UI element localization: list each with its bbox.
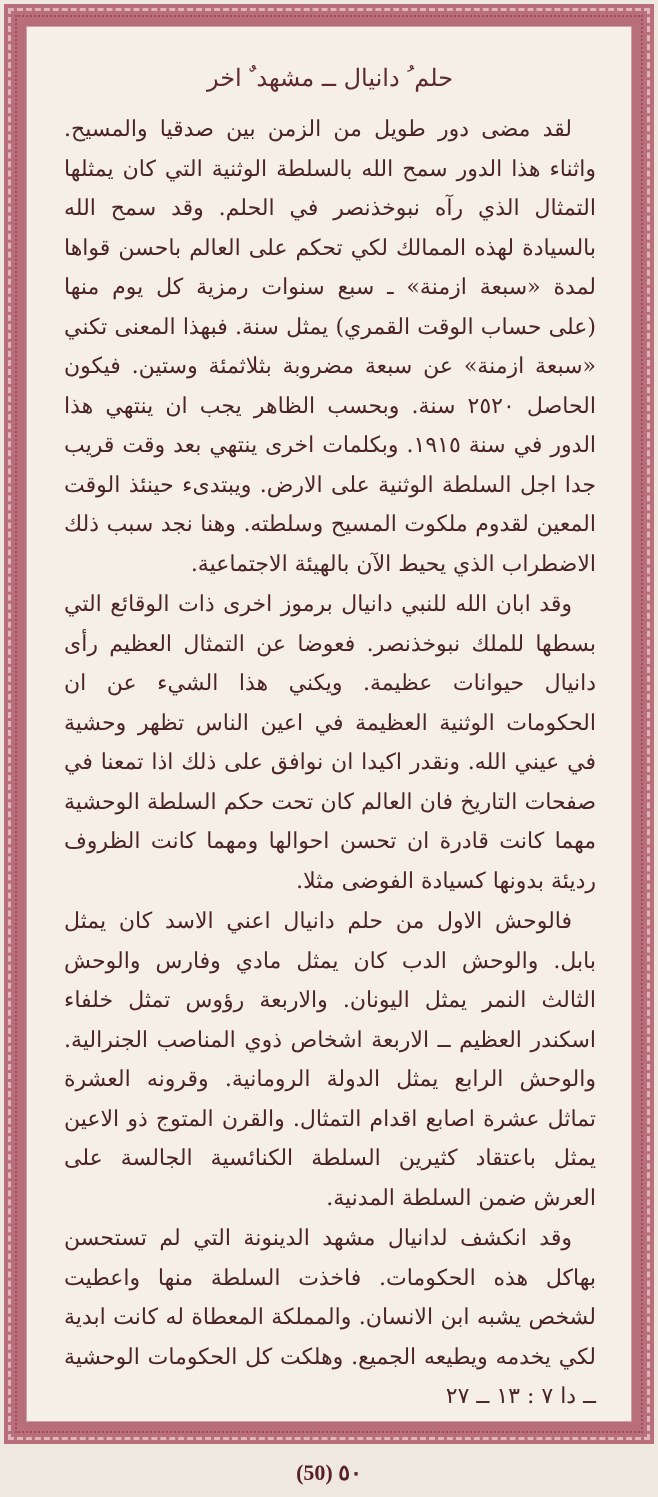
page-text-block	[64, 56, 597, 1409]
paragraph-2: وقد ابان الله للنبي دانيال برموز اخرى ذات الوقائع التي بسطها للملك نبوخذنصر. فعوضا عن التمثال العظيم رأى دانيال حيوانات عظيمة. ويكني هذا الشيء عن ان الحكومات الوثنية العظيمة في اعين الناس تظهر وحشية في عيني الله. ونقدر اكيدا ان نوافق على ذلك اذا تمعنا في صفحات التاريخ فان العالم كان تحت حكم السلطة الوحشية مهما كانت قادرة ان تحسن احوالها ومهما كانت الظروف رديئة بدونها كسيادة الفوضى مثلا.	[64, 592, 596, 894]
page-number: (50) ٥٠	[296, 1460, 362, 1485]
chapter-title: حلم ُ دانيال ــ مشهد ٌ اخر	[206, 64, 454, 92]
paragraph-4: وقد انكشف لدانيال مشهد الدينونة التي لم تستحسن بهاكل هذه الحكومات. فاخذت السلطة منها واعطيت لشخص يشبه ابن الانسان. والمملكة المعطاة له كانت ابدية لكي يخدمه ويطيعه الجميع. وهلكت كل الحكومات الوحشية ــ دا ٧ : ١٣ ــ ٢٧	[64, 1226, 596, 1409]
paragraph-1: لقد مضى دور طويل من الزمن بين صدقيا والمسيح. واثناء هذا الدور سمح الله بالسلطة الوثنية التي كان يمثلها التمثال الذي رآه نبوخذنصر في الحلم. وقد سمح الله بالسيادة لهذه الممالك لكي تحكم على العالم باحسن قواها لمدة «سبعة ازمنة» ـ سبع سنوات رمزية كل يوم منها (على حساب الوقت القمري) يمثل سنة. فبهذا المعنى تكني «سبعة ازمنة» عن سبعة مضروبة بثلاثمئة وستين. فيكون الحاصل ٢٥٢٠ سنة. وبحسب الظاهر يجب ان ينتهي هذا الدور في سنة ١٩١٥. وبكلمات اخرى ينتهي بعد وقت قريب جدا اجل السلطة الوثنية على الارض. ويبتدىء حينئذ الوقت المعين لقدوم ملكوت المسيح وسلطته. وهنا نجد سبب ذلك الاضطراب الذي يحيط الآن بالهيئة الاجتماعية.	[64, 117, 597, 577]
ornamental-border	[4, 4, 654, 1444]
paragraph-3: فالوحش الاول من حلم دانيال اعني الاسد كان يمثل بابل. والوحش الدب كان يمثل مادي وفارس والوحش الثالث النمر يمثل اليونان. والاربعة رؤوس تمثل خلفاء اسكندر العظيم ــ الاربعة اشخاص ذوي المناصب الجنرالية. والوحش الرابع يمثل الدولة الرومانية. وقرونه العشرة تماثل عشرة اصابع اقدام التمثال. والقرن المتوج ذو الاعين يمثل باعتقاد كثيرين السلطة الكنائسية الجالسة على العرش ضمن السلطة المدنية.	[64, 909, 596, 1211]
